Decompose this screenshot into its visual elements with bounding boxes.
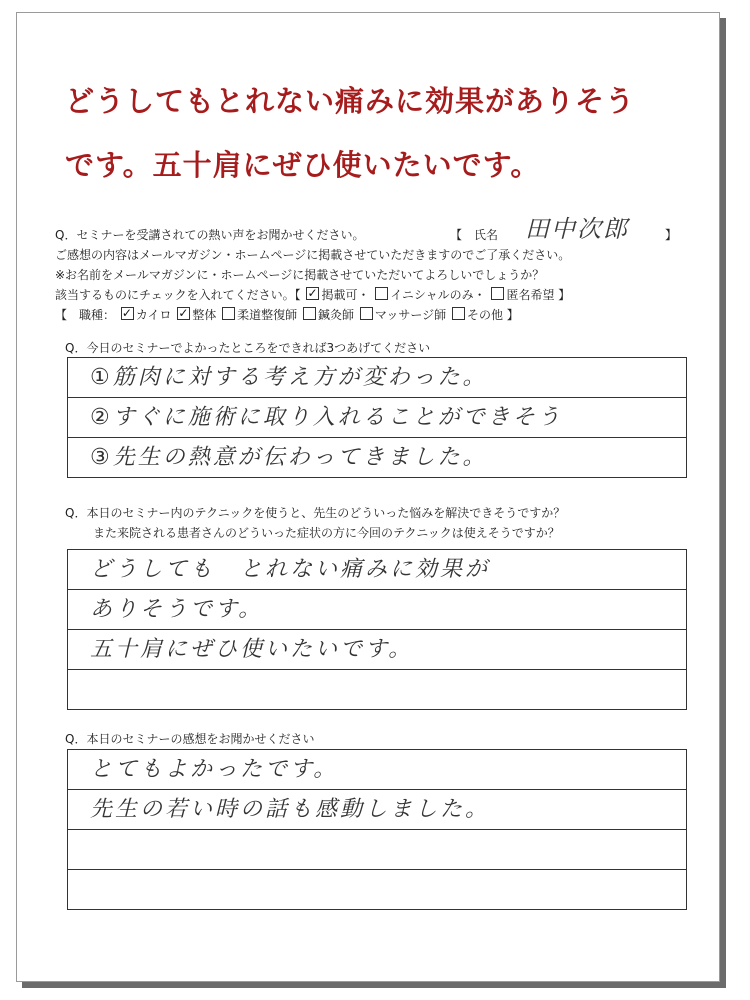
headline-line1: どうしてもとれない痛みに効果がありそう [65, 84, 636, 118]
headline-line2: です。五十肩にぜひ使いたいです。 [65, 148, 541, 182]
option-publish-label: 掲載可・ [321, 288, 370, 302]
q3-answer-1: とてもよかったです。 [67, 750, 687, 790]
occupation-label: 【 職種： [55, 308, 116, 322]
q1-answer-3: ③先生の熱意が伝わってきました。 [67, 438, 687, 478]
check-prompt: 該当するものにチェックを入れてください。【 [55, 288, 301, 302]
intro-question: Q．セミナーを受講されての熱い声をお聞かせください。 [55, 228, 365, 242]
checkbox-seitai[interactable] [177, 307, 190, 320]
headline [65, 69, 725, 197]
q1-answer-2: ②すぐに施術に取り入れることができそう [67, 398, 687, 438]
occupation-judo: 柔道整復師 [237, 308, 298, 322]
q2-answer-4 [67, 670, 687, 710]
q3-answer-3 [67, 830, 687, 870]
q3-question: Q．本日のセミナーの感想をお聞かせください [65, 732, 315, 746]
option-initials-label: イニシャルのみ・ [390, 288, 486, 302]
q1-answers [67, 357, 687, 478]
occupation-row [55, 305, 695, 325]
name-value: 田中次郎 [525, 215, 629, 243]
form-intro [55, 215, 695, 325]
name-close: 】 [665, 228, 678, 242]
q3-answer-4 [67, 870, 687, 910]
permission-options [55, 285, 695, 305]
checkbox-other[interactable] [452, 307, 465, 320]
option-anonymous-label: 匿名希望 [506, 288, 555, 302]
occupation-acupuncture: 鍼灸師 [318, 308, 355, 322]
checkbox-publish[interactable] [306, 287, 319, 300]
q1-answer-1: ①筋肉に対する考え方が変わった。 [67, 358, 687, 398]
checkbox-acupuncture[interactable] [303, 307, 316, 320]
q2-question [65, 503, 565, 543]
permission-question: ※お名前をメールマガジンに・ホームページに掲載させていただいてよろしいでしょうか？ [55, 268, 545, 282]
q2-answer-1: どうしても とれない痛みに効果が [67, 550, 687, 590]
q2-question-line2: また来院される患者さんのどういった症状の方に今回のテクニックは使えそうですか？ [93, 526, 560, 540]
q1-question: Q．今日のセミナーでよかったところをできれば3つあげてください [65, 341, 431, 355]
q2-answer-3: 五十肩にぜひ使いたいです。 [67, 630, 687, 670]
q3-answer-2: 先生の若い時の話も感動しました。 [67, 790, 687, 830]
checkbox-judo[interactable] [222, 307, 235, 320]
q2-question-line1: Q．本日のセミナー内のテクニックを使うと、先生のどういった悩みを解決できそうですか？ [65, 506, 566, 520]
occupation-massage: マッサージ師 [374, 308, 447, 322]
occupation-close: 】 [506, 308, 519, 322]
occupation-seitai: 整体 [192, 308, 217, 322]
survey-sheet [16, 12, 720, 982]
name-label: 【 氏名 [450, 228, 499, 242]
q2-answers [67, 549, 687, 710]
checkbox-massage[interactable] [360, 307, 373, 320]
occupation-chiro: カイロ [135, 308, 172, 322]
checkbox-initials[interactable] [375, 287, 388, 300]
checkbox-anonymous[interactable] [491, 287, 504, 300]
occupation-other: その他 [466, 308, 503, 322]
q3-answers [67, 749, 687, 910]
options-close: 】 [558, 288, 571, 302]
checkbox-chiro[interactable] [121, 307, 134, 320]
consent-text: ご感想の内容はメールマガジン・ホームページに掲載させていただきますのでご了承ください。 [55, 248, 571, 262]
q2-answer-2: ありそうです。 [67, 590, 687, 630]
